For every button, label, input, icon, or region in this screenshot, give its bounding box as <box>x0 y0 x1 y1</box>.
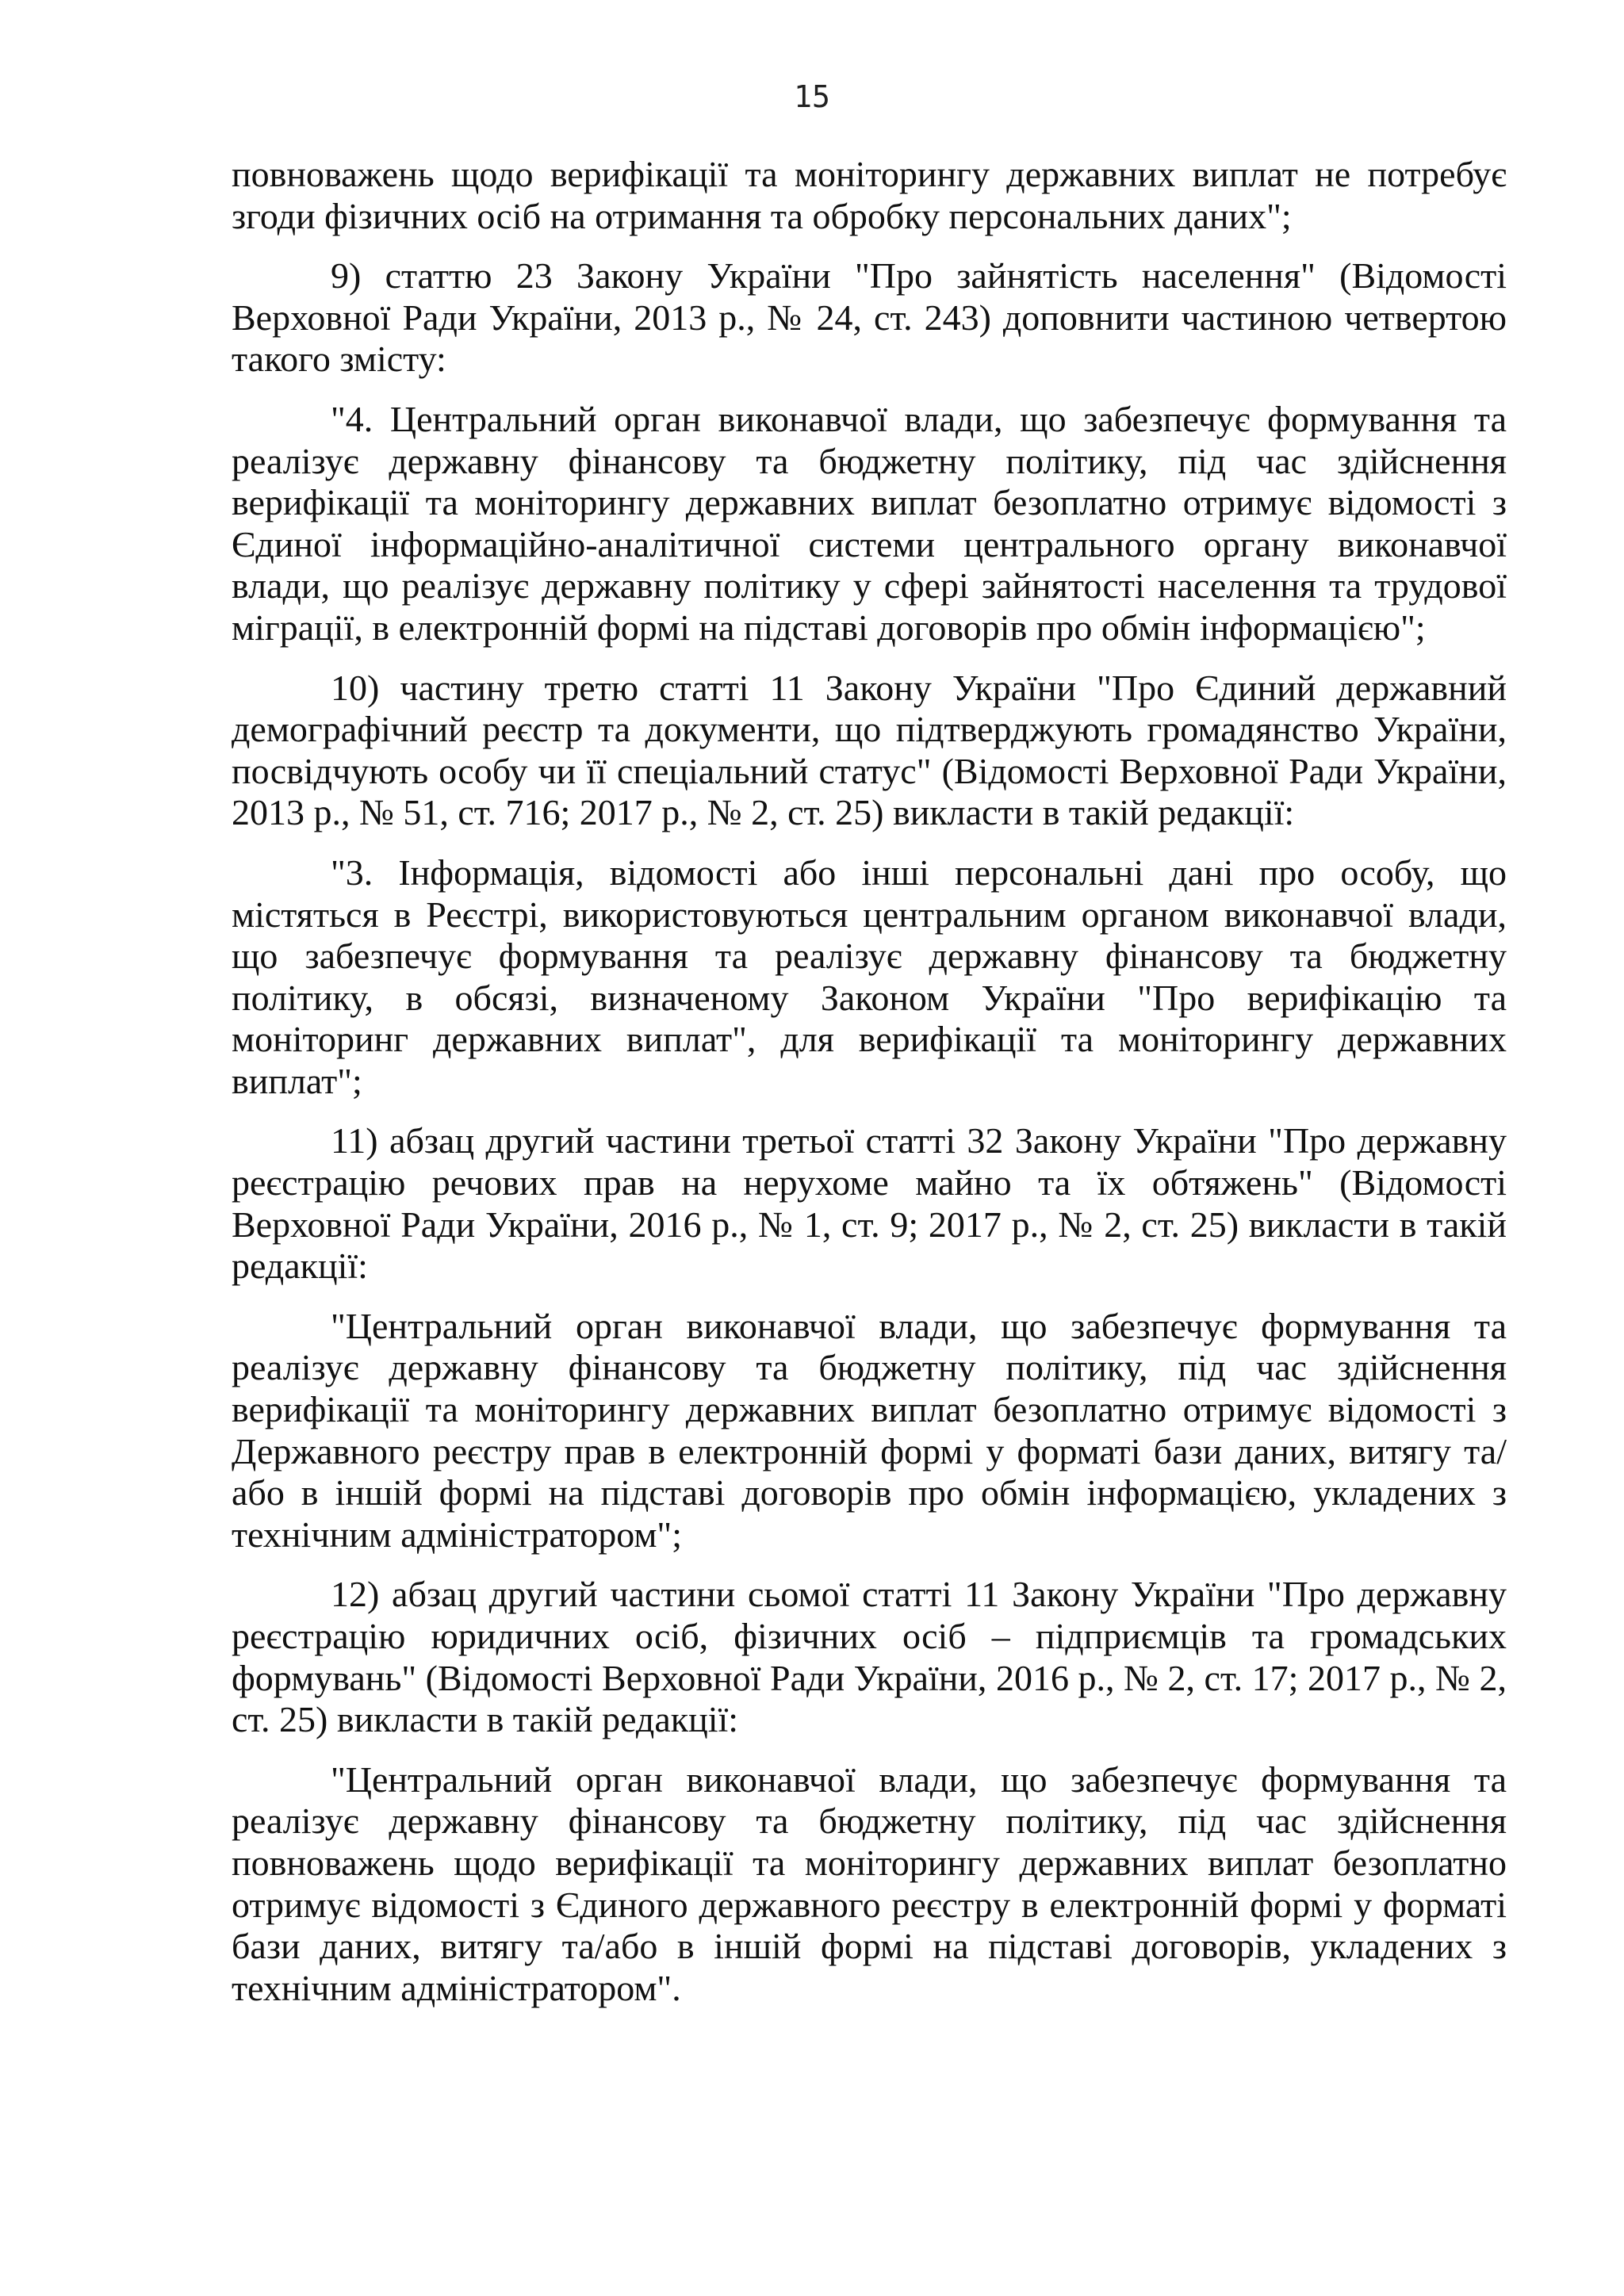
paragraph-quote-item-9: "4. Центральний орган виконавчої влади, що забезпечує формування та реалізує державну фінансову та бюджетну політику, під час здійснення верифікації та моніторингу державних виплат безоплатно отримує відомості з Єдиної інформаційно-аналітичної системи центрального органу виконавчої влади, що реалізує державну політику у сфері зайнятості населення та трудової міграції, в електронній формі на підставі договорів про обмін інформацією"; <box>232 398 1507 648</box>
paragraph-quote-item-11: "Центральний орган виконавчої влади, що забезпечує формування та реалізує державну фінансову та бюджетну політику, під час здійснення верифікації та моніторингу державних виплат безоплатно отримує відомості з Державного реєстру прав в електронній формі у форматі бази даних, витягу та/або в іншій формі на підставі договорів про обмін інформацією, укладених з технічним адміністратором"; <box>232 1305 1507 1555</box>
paragraph-quote-item-10: "3. Інформація, відомості або інші персональні дані про особу, що містяться в Реєстрі, використовуються центральним органом виконавчої влади, що забезпечує формування та реалізує державну фінансову та бюджетну політику, в обсязі, визначеному Законом України "Про верифікацію та моніторинг державних виплат", для верифікації та моніторингу державних виплат"; <box>232 851 1507 1101</box>
paragraph-continuation: повноважень щодо верифікації та моніторингу державних виплат не потребує згоди фізичних осіб на отримання та обробку персональних даних"; <box>232 154 1507 236</box>
paragraph-quote-item-12: "Центральний орган виконавчої влади, що забезпечує формування та реалізує державну фінансову та бюджетну політику, під час здійснення повноважень щодо верифікації та моніторингу державних виплат безоплатно отримує відомості з Єдиного державного реєстру в електронній формі у форматі бази даних, витягу та/або в іншій формі на підставі договорів, укладених з технічним адміністратором". <box>232 1758 1507 2008</box>
document-body <box>232 154 1507 2027</box>
page-number: 15 <box>794 79 830 114</box>
paragraph-item-11: 11) абзац другий частини третьої статті 32 Закону України "Про державну реєстрацію речових прав на нерухоме майно та їх обтяжень" (Відомості Верховної Ради України, 2016 р., № 1, ст. 9; 2017 р., № 2, ст. 25) викласти в такій редакції: <box>232 1120 1507 1287</box>
paragraph-item-9: 9) статтю 23 Закону України "Про зайнятість населення" (Відомості Верховної Ради України, 2013 р., № 24, ст. 243) доповнити частиною четвертою такого змісту: <box>232 255 1507 380</box>
paragraph-item-10: 10) частину третю статті 11 Закону України "Про Єдиний державний демографічний реєстр та документи, що підтверджують громадянство України, посвідчують особу чи її спеціальний статус" (Відомості Верховної Ради України, 2013 р., № 51, ст. 716; 2017 р., № 2, ст. 25) викласти в такій редакції: <box>232 667 1507 833</box>
paragraph-item-12: 12) абзац другий частини сьомої статті 11 Закону України "Про державну реєстрацію юридичних осіб, фізичних осіб – підприємців та громадських формувань" (Відомості Верховної Ради України, 2016 р., № 2, ст. 17; 2017 р., № 2, ст. 25) викласти в такій редакції: <box>232 1574 1507 1740</box>
